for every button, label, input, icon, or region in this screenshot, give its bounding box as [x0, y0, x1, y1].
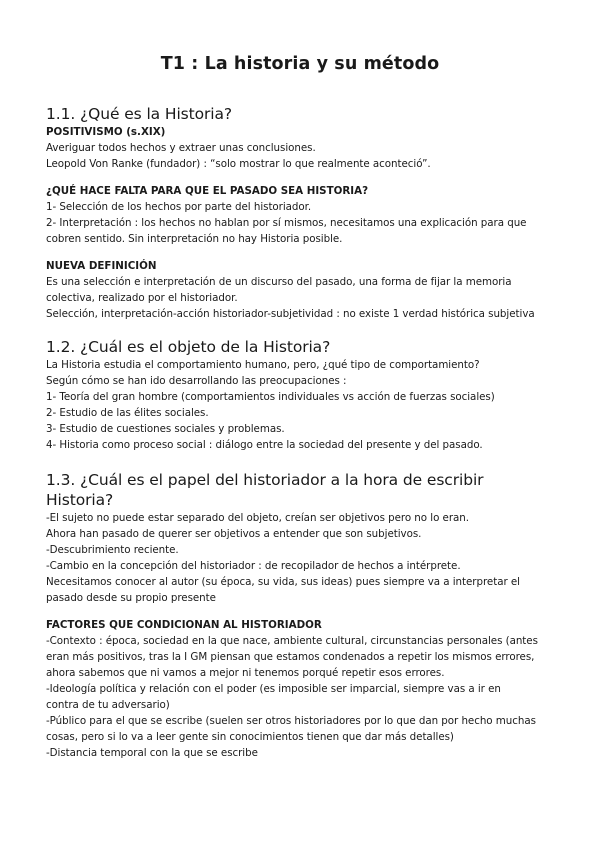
text-line: cobren sentido. Sin interpretación no hay Historia posible. [46, 233, 343, 245]
text-line: Necesitamos conocer al autor (su época, su vida, sus ideas) pues siempre va a interpretar el [46, 576, 520, 588]
page-title: T1 : La historia y su método [160, 54, 440, 74]
text-line: cosas, pero si lo va a leer gente sin conocimientos tienen que dar más detalles) [46, 731, 454, 743]
section-que-es-historia [46, 104, 554, 322]
list-item: 1- Teoría del gran hombre (comportamientos individuales vs acción de fuerzas sociales) [46, 391, 495, 403]
text-line: Averiguar todos hechos y extraer unas conclusiones. [46, 142, 316, 154]
section-heading: 1.3. ¿Cuál es el papel del historiador a la hora de escribir Historia? [46, 471, 484, 509]
text-line: -Ideología política y relación con el poder (es imposible ser imparcial, siempre vas a ir en [46, 683, 501, 695]
text-line: eran más positivos, tras la I GM piensan que estamos condenados a repetir los mismos errores, [46, 651, 535, 663]
text-line: -El sujeto no puede estar separado del objeto, creían ser objetivos pero no lo eran. [46, 512, 469, 524]
text-line: -Descubrimiento reciente. [46, 544, 179, 556]
section-papel-historiador [46, 470, 554, 761]
text-line: -Público para el que se escribe (suelen ser otros historiadores por lo que dan por hecho muchas [46, 715, 536, 727]
text-line: -Cambio en la concepción del historiador : de recopilador de hechos a intérprete. [46, 560, 461, 572]
text-line: La Historia estudia el comportamiento humano, pero, ¿qué tipo de comportamiento? [46, 359, 480, 371]
text-line: Leopold Von Ranke (fundador) : “solo mostrar lo que realmente aconteció”. [46, 158, 431, 170]
section-heading: 1.2. ¿Cuál es el objeto de la Historia? [46, 338, 331, 356]
subsection-label-falta: ¿QUÉ HACE FALTA PARA QUE EL PASADO SEA HISTORIA? [46, 185, 369, 197]
section-objeto-historia [46, 337, 554, 453]
text-line: ahora sabemos que ni vamos a mejor ni tenemos porqué repetir esos errores. [46, 667, 445, 679]
text-line: colectiva, realizado por el historiador. [46, 292, 238, 304]
text-line: 2- Interpretación : los hechos no hablan por sí mismos, necesitamos una explicación para que [46, 217, 527, 229]
text-line: Según cómo se han ido desarrollando las preocupaciones : [46, 375, 347, 387]
subsection-label-definicion: NUEVA DEFINICIÓN [46, 260, 157, 272]
section-heading: 1.1. ¿Qué es la Historia? [46, 105, 232, 123]
text-line: pasado desde su propio presente [46, 592, 216, 604]
subsection-label-factores: FACTORES QUE CONDICIONAN AL HISTORIADOR [46, 619, 322, 631]
list-item: 4- Historia como proceso social : diálogo entre la sociedad del presente y del pasado. [46, 439, 483, 451]
text-line: 1- Selección de los hechos por parte del historiador. [46, 201, 312, 213]
text-line: contra de tu adversario) [46, 699, 170, 711]
text-line: -Contexto : época, sociedad en la que nace, ambiente cultural, circunstancias personales (antes [46, 635, 538, 647]
list-item: 3- Estudio de cuestiones sociales y problemas. [46, 423, 285, 435]
subsection-label-positivismo: POSITIVISMO (s.XIX) [46, 126, 166, 138]
text-line: Selección, interpretación-acción historiador-subjetividad : no existe 1 verdad histórica subjetiva [46, 308, 535, 320]
text-line: Ahora han pasado de querer ser objetivos a entender que son subjetivos. [46, 528, 422, 540]
text-line: Es una selección e interpretación de un discurso del pasado, una forma de fijar la memoria [46, 276, 512, 288]
text-line: -Distancia temporal con la que se escribe [46, 747, 258, 759]
list-item: 2- Estudio de las élites sociales. [46, 407, 209, 419]
